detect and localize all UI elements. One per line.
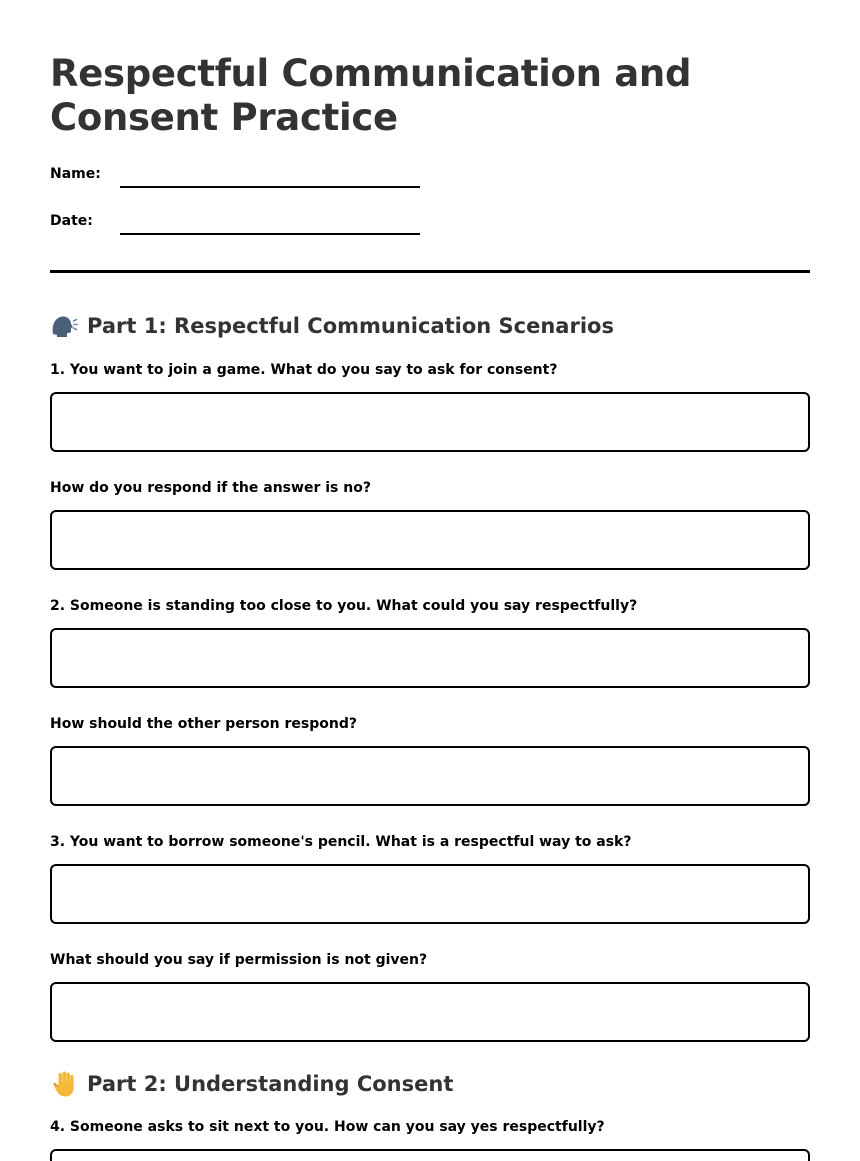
page-title	[50, 52, 810, 140]
answer-box-3b[interactable]	[50, 982, 810, 1042]
page-title-line-2: Consent Practice	[50, 96, 398, 139]
part-1-heading	[50, 311, 810, 341]
answer-box-4a[interactable]	[50, 1149, 810, 1161]
speaking-head-icon	[50, 312, 78, 340]
name-field-row	[50, 168, 810, 188]
question-2b: How should the other person respond?	[50, 716, 357, 732]
date-field-row	[50, 215, 810, 235]
answer-box-1b[interactable]	[50, 510, 810, 570]
worksheet-page	[50, 0, 810, 1161]
answer-box-2b[interactable]	[50, 746, 810, 806]
answer-box-2a[interactable]	[50, 628, 810, 688]
name-label: Name:	[50, 166, 101, 182]
date-input-line[interactable]	[120, 233, 420, 235]
raised-hand-icon	[50, 1070, 78, 1098]
date-label: Date:	[50, 213, 93, 229]
question-2a: 2. Someone is standing too close to you. What could you say respectfully?	[50, 598, 638, 614]
question-1a: 1. You want to join a game. What do you say to ask for consent?	[50, 362, 558, 378]
question-3b: What should you say if permission is not given?	[50, 952, 428, 968]
header-divider	[50, 270, 810, 273]
answer-box-1a[interactable]	[50, 392, 810, 452]
page-title-line-1: Respectful Communication and	[50, 52, 692, 95]
question-4a: 4. Someone asks to sit next to you. How can you say yes respectfully?	[50, 1119, 605, 1135]
part-2-heading-text: Part 2: Understanding Consent	[87, 1072, 454, 1096]
part-2-heading	[50, 1069, 810, 1099]
question-3a: 3. You want to borrow someone's pencil. What is a respectful way to ask?	[50, 834, 632, 850]
name-input-line[interactable]	[120, 186, 420, 188]
question-1b: How do you respond if the answer is no?	[50, 480, 371, 496]
part-1-heading-text: Part 1: Respectful Communication Scenarios	[87, 314, 614, 338]
answer-box-3a[interactable]	[50, 864, 810, 924]
